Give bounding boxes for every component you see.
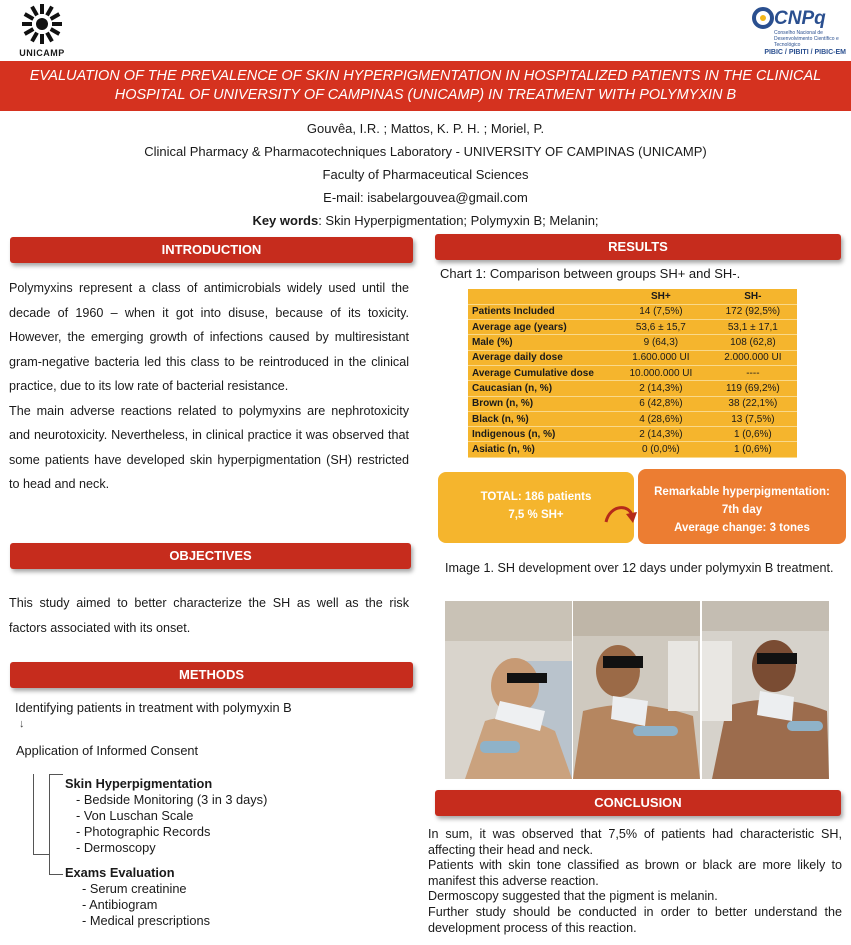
row-label: Average Cumulative dose xyxy=(468,365,613,380)
table-row xyxy=(468,335,797,350)
table-row xyxy=(468,411,797,426)
row-label: Brown (n, %) xyxy=(468,396,613,411)
remarkable-hyperpigmentation-box xyxy=(638,469,846,544)
row-label: Average age (years) xyxy=(468,320,613,335)
objectives-text: This study aimed to better characterize the SH as well as the risk factors associated with its onset. xyxy=(9,596,409,635)
sh-negative-value: 1 (0,6%) xyxy=(709,427,797,442)
sh-negative-value: ---- xyxy=(709,365,797,380)
conclusion-paragraph-2: Patients with skin tone classified as brown or black are more likely to manifest this adverse reaction. xyxy=(428,858,842,888)
sh-positive-value: 14 (7,5%) xyxy=(613,304,709,319)
methods-step-2: Application of Informed Consent xyxy=(16,743,199,758)
flow-connector xyxy=(49,774,50,874)
sh-positive-value: 10.000.000 UI xyxy=(613,365,709,380)
authors: Gouvêa, I.R. ; Mattos, K. P. H. ; Moriel, P. xyxy=(306,121,545,136)
cnpq-logo xyxy=(746,4,846,60)
table-row xyxy=(468,304,797,319)
sh-negative-value: 119 (69,2%) xyxy=(709,381,797,396)
conclusion-heading: CONCLUSION xyxy=(435,790,841,816)
remark-day: 7th day xyxy=(721,504,763,516)
sh-negative-value: 1 (0,6%) xyxy=(709,442,797,457)
row-label: Patients Included xyxy=(468,304,613,319)
table-row xyxy=(468,427,797,442)
total-patients-line: TOTAL: 186 patients xyxy=(480,491,592,503)
sh-negative-value: 13 (7,5%) xyxy=(709,411,797,426)
sh-positive-value: 1.600.000 UI xyxy=(613,350,709,365)
chart-title: Chart 1: Comparison between groups SH+ and SH-. xyxy=(440,266,741,281)
sh-negative-value: 108 (62,8) xyxy=(709,335,797,350)
cnpq-programs: PIBIC / PIBITI / PIBIC-EM xyxy=(764,49,846,56)
flow-connector xyxy=(33,774,34,854)
flow-connector xyxy=(49,874,63,875)
row-label: Indigenous (n, %) xyxy=(468,427,613,442)
sh-positive-value: 2 (14,3%) xyxy=(613,381,709,396)
table-header-row xyxy=(468,289,797,304)
column-header-sh-positive: SH+ xyxy=(613,289,709,304)
flow-connector xyxy=(49,774,63,775)
cnpq-emblem-icon xyxy=(752,6,774,30)
sh-negative-value: 2.000.000 UI xyxy=(709,350,797,365)
patient-photo-day-12 xyxy=(702,601,829,779)
email: E-mail: isabelargouvea@gmail.com xyxy=(323,190,528,205)
unicamp-logo xyxy=(10,4,74,60)
methods-step-1: Identifying patients in treatment with polymyxin B xyxy=(15,700,292,715)
sh-negative-value: 172 (92,5%) xyxy=(709,304,797,319)
methods-branch-2-item: - Serum creatinine xyxy=(82,881,187,896)
column-header-sh-negative: SH- xyxy=(709,289,797,304)
remark-average-change: Average change: 3 tones xyxy=(674,522,810,534)
title-line-1: EVALUATION OF THE PREVALENCE OF SKIN HYPERPIGMENTATION IN HOSPITALIZED PATIENTS IN THE CLINICAL xyxy=(29,68,822,84)
conclusion-text xyxy=(428,827,842,936)
results-table xyxy=(468,289,797,458)
patient-photo-day-6 xyxy=(573,601,700,779)
methods-branch-2-title: Exams Evaluation xyxy=(65,865,175,880)
keywords-label: Key words xyxy=(252,213,319,228)
methods-heading: METHODS xyxy=(10,662,413,688)
unicamp-emblem-icon xyxy=(22,4,62,46)
sh-positive-value: 6 (42,8%) xyxy=(613,396,709,411)
sh-positive-rate: 7,5 % SH+ xyxy=(508,509,564,521)
curved-arrow-icon xyxy=(600,498,640,532)
table-row xyxy=(468,320,797,335)
methods-flowchart xyxy=(14,700,414,935)
methods-branch-1-item: - Dermoscopy xyxy=(76,840,156,855)
table-row xyxy=(468,365,797,380)
methods-branch-1-title: Skin Hyperpigmentation xyxy=(65,776,213,791)
column-header xyxy=(468,289,613,304)
methods-branch-1-item: - Von Luschan Scale xyxy=(76,808,194,823)
methods-branch-1-item: - Bedside Monitoring (3 in 3 days) xyxy=(76,792,268,807)
row-label: Black (n, %) xyxy=(468,411,613,426)
image-caption: Image 1. SH development over 12 days under polymyxin B treatment. xyxy=(445,561,834,575)
conclusion-paragraph-1: In sum, it was observed that 7,5% of patients had characteristic SH, affecting their head and neck. xyxy=(428,827,842,857)
row-label: Average daily dose xyxy=(468,350,613,365)
methods-branch-2-item: - Medical prescriptions xyxy=(82,913,211,928)
sh-positive-value: 53,6 ± 15,7 xyxy=(613,320,709,335)
sh-positive-value: 2 (14,3%) xyxy=(613,427,709,442)
results-heading: RESULTS xyxy=(435,234,841,260)
conclusion-paragraph-4: Further study should be conducted in order to better understand the development process of this reaction. xyxy=(428,904,842,935)
keywords-list: : Skin Hyperpigmentation; Polymyxin B; Melanin; xyxy=(318,213,599,228)
poster-title xyxy=(0,61,851,111)
remark-title: Remarkable hyperpigmentation: xyxy=(654,486,830,498)
cnpq-wordmark: CNPq xyxy=(774,8,826,29)
introduction-text xyxy=(9,276,409,497)
objectives-heading: OBJECTIVES xyxy=(10,543,411,569)
down-arrow-icon: ↓ xyxy=(19,718,25,730)
sh-negative-value: 38 (22,1%) xyxy=(709,396,797,411)
sh-positive-value: 4 (28,6%) xyxy=(613,411,709,426)
table-row xyxy=(468,442,797,457)
methods-branch-1-item: - Photographic Records xyxy=(76,824,211,839)
flow-connector xyxy=(33,854,49,855)
author-block xyxy=(0,117,851,232)
methods-branch-2-item: - Antibiogram xyxy=(82,897,158,912)
sh-negative-value: 53,1 ± 17,1 xyxy=(709,320,797,335)
cnpq-subtitle: Conselho Nacional de Desenvolvimento Científico e Tecnológico xyxy=(774,30,839,48)
patient-photo-day-1 xyxy=(445,601,572,779)
keywords xyxy=(0,209,851,232)
table-row xyxy=(468,350,797,365)
introduction-paragraph-2: The main adverse reactions related to polymyxins are nephrotoxicity and neurotoxicity. Nevertheless, in clinical practice it was observed that some patients have developed skin hyperpigmentation (SH) restricted to head and neck. xyxy=(9,403,409,491)
table-row xyxy=(468,396,797,411)
row-label: Asiatic (n, %) xyxy=(468,442,613,457)
faculty: Faculty of Pharmaceutical Sciences xyxy=(322,167,529,182)
introduction-heading: INTRODUCTION xyxy=(10,237,413,263)
row-label: Caucasian (n, %) xyxy=(468,381,613,396)
lab-affiliation: Clinical Pharmacy & Pharmacotechniques Laboratory - UNIVERSITY OF CAMPINAS (UNICAMP) xyxy=(144,144,707,159)
table-row xyxy=(468,381,797,396)
sh-positive-value: 0 (0,0%) xyxy=(613,442,709,457)
title-line-2: HOSPITAL OF UNIVERSITY OF CAMPINAS (UNICAMP) IN TREATMENT WITH POLYMYXIN B xyxy=(114,87,737,103)
row-label: Male (%) xyxy=(468,335,613,350)
unicamp-wordmark: UNICAMP xyxy=(19,48,65,58)
sh-positive-value: 9 (64,3) xyxy=(613,335,709,350)
introduction-paragraph-1: Polymyxins represent a class of antimicrobials widely used until the decade of 1960 – when it got into disuse, because of its toxicity. However, the emerging growth of infections caused by multiresistant gram-negative bacteria led this class to be reintroduced in the clinical practice, due to its low rate of bacterial resistance. xyxy=(9,281,409,393)
conclusion-paragraph-3: Dermoscopy suggested that the pigment is melanin. xyxy=(428,889,718,904)
